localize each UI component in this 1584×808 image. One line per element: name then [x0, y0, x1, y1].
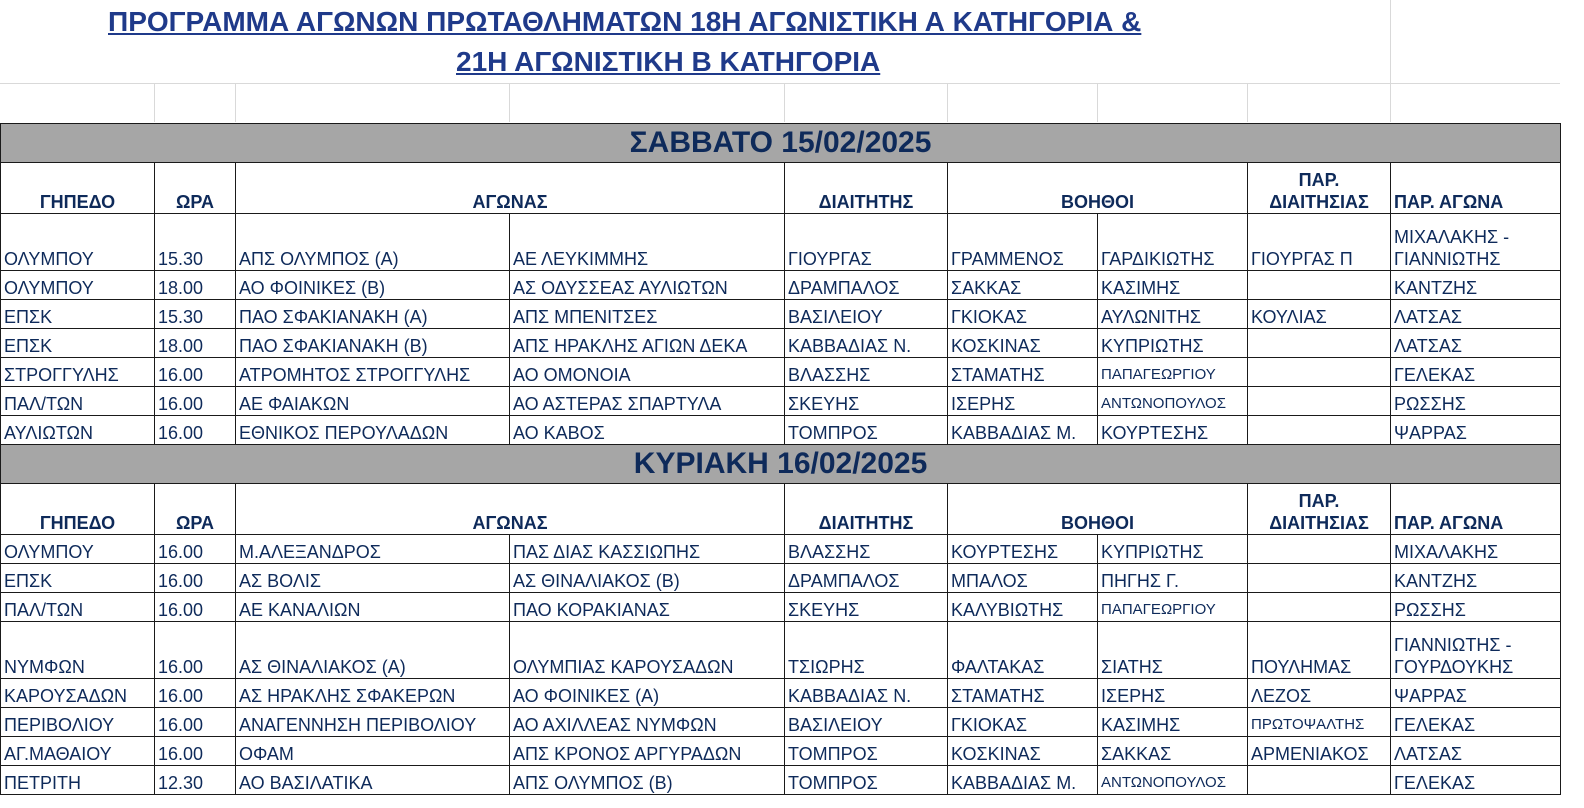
cell-match-observer: ΛΑΤΣΑΣ	[1391, 737, 1561, 766]
table-row	[1, 737, 1561, 766]
cell-assistant-1: ΚΑΒΒΑΔΙΑΣ Μ.	[948, 416, 1098, 445]
schedule-table	[0, 123, 1561, 795]
header-match-observer: ΠΑΡ. ΑΓΩΝΑ	[1391, 163, 1561, 214]
cell-home-team: ΠΑΟ ΣΦΑΚΙΑΝΑΚΗ (Α)	[236, 300, 510, 329]
cell-ref-observer	[1248, 593, 1391, 622]
cell-home-team: Μ.ΑΛΕΞΑΝΔΡΟΣ	[236, 535, 510, 564]
cell-home-team: ΑΠΣ ΟΛΥΜΠΟΣ (Α)	[236, 214, 510, 271]
page-title-line1	[108, 6, 1241, 38]
header-ref-observer-line2: ΔΙΑΙΤΗΣΙΑΣ	[1269, 192, 1369, 212]
header-ref-observer-line1: ΠΑΡ.	[1298, 491, 1340, 511]
cell-time: 16.00	[155, 593, 236, 622]
cell-stadium: ΠΑΛ/ΤΩΝ	[1, 593, 155, 622]
day-label: ΚΥΡΙΑΚΗ 16/02/2025	[1, 445, 1561, 484]
gridline	[947, 84, 948, 122]
cell-away-team: ΠΑΟ ΚΟΡΑΚΙΑΝΑΣ	[510, 593, 785, 622]
cell-assistant-1: ΓΚΙΟΚΑΣ	[948, 300, 1098, 329]
page-title-line2: 21Η ΑΓΩΝΙΣΤΙΚΗ Β ΚΑΤΗΓΟΡΙΑ	[456, 46, 881, 77]
cell-match-observer: ΓΙΑΝΝΙΩΤΗΣ - ΓΟΥΡΔΟΥΚΗΣ	[1391, 622, 1561, 679]
cell-assistant-1: ΚΟΥΡΤΕΣΗΣ	[948, 535, 1098, 564]
cell-assistant-1: ΦΑΛΤΑΚΑΣ	[948, 622, 1098, 679]
cell-away-team: ΟΛΥΜΠΙΑΣ ΚΑΡΟΥΣΑΔΩΝ	[510, 622, 785, 679]
header-assistants: ΒΟΗΘΟΙ	[948, 163, 1248, 214]
cell-match-observer: ΛΑΤΣΑΣ	[1391, 329, 1561, 358]
header-time: ΩΡΑ	[155, 484, 236, 535]
cell-referee: ΤΟΜΠΡΟΣ	[785, 766, 948, 795]
cell-away-team: ΑΟ ΚΑΒΟΣ	[510, 416, 785, 445]
cell-ref-observer	[1248, 766, 1391, 795]
table-row	[1, 329, 1561, 358]
header-match-observer: ΠΑΡ. ΑΓΩΝΑ	[1391, 484, 1561, 535]
cell-assistant-1: ΚΟΣΚΙΝΑΣ	[948, 329, 1098, 358]
cell-match-observer: ΓΕΛΕΚΑΣ	[1391, 766, 1561, 795]
cell-time: 16.00	[155, 564, 236, 593]
cell-away-team: ΑΠΣ ΟΛΥΜΠΟΣ (Β)	[510, 766, 785, 795]
cell-ref-observer	[1248, 535, 1391, 564]
cell-ref-observer: ΛΕΖΟΣ	[1248, 679, 1391, 708]
cell-assistant-1: ΣΤΑΜΑΤΗΣ	[948, 358, 1098, 387]
table-row	[1, 564, 1561, 593]
cell-assistant-1: ΓΚΙΟΚΑΣ	[948, 708, 1098, 737]
header-referee: ΔΙΑΙΤΗΤΗΣ	[785, 484, 948, 535]
cell-away-team: ΑΟ ΟΜΟΝΟΙΑ	[510, 358, 785, 387]
cell-time: 16.00	[155, 622, 236, 679]
cell-away-team: ΑΣ ΟΔΥΣΣΕΑΣ ΑΥΛΙΩΤΩΝ	[510, 271, 785, 300]
table-row	[1, 387, 1561, 416]
cell-match-observer: ΡΩΣΣΗΣ	[1391, 593, 1561, 622]
cell-match-observer: ΨΑΡΡΑΣ	[1391, 679, 1561, 708]
gridline	[1390, 0, 1391, 122]
table-row	[1, 593, 1561, 622]
cell-stadium: ΑΓ.ΜΑΘΑΙΟΥ	[1, 737, 155, 766]
header-stadium: ΓΗΠΕΔΟ	[1, 163, 155, 214]
cell-away-team: ΑΠΣ ΗΡΑΚΛΗΣ ΑΓΙΩΝ ΔΕΚΑ	[510, 329, 785, 358]
cell-away-team: ΑΠΣ ΜΠΕΝΙΤΣΕΣ	[510, 300, 785, 329]
cell-match-observer: ΚΑΝΤΖΗΣ	[1391, 271, 1561, 300]
cell-stadium: ΝΥΜΦΩΝ	[1, 622, 155, 679]
cell-time: 18.00	[155, 271, 236, 300]
cell-stadium: ΚΑΡΟΥΣΑΔΩΝ	[1, 679, 155, 708]
cell-home-team: ΑΣ ΗΡΑΚΛΗΣ ΣΦΑΚΕΡΩΝ	[236, 679, 510, 708]
cell-ref-observer	[1248, 329, 1391, 358]
gridline	[154, 84, 155, 122]
cell-assistant-1: ΙΣΕΡΗΣ	[948, 387, 1098, 416]
cell-assistant-2: ΠΑΠΑΓΕΩΡΓΙΟΥ	[1098, 593, 1248, 622]
cell-referee: ΤΟΜΠΡΟΣ	[785, 737, 948, 766]
cell-away-team: ΑΟ ΑΣΤΕΡΑΣ ΣΠΑΡΤΥΛΑ	[510, 387, 785, 416]
cell-time: 16.00	[155, 416, 236, 445]
header-row	[1, 484, 1561, 535]
cell-time: 16.00	[155, 679, 236, 708]
cell-match-observer: ΓΕΛΕΚΑΣ	[1391, 358, 1561, 387]
cell-match-observer: ΜΙΧΑΛΑΚΗΣ - ΓΙΑΝΝΙΩΤΗΣ	[1391, 214, 1561, 271]
cell-away-team: ΠΑΣ ΔΙΑΣ ΚΑΣΣΙΩΠΗΣ	[510, 535, 785, 564]
table-row	[1, 300, 1561, 329]
cell-referee: ΚΑΒΒΑΔΙΑΣ Ν.	[785, 679, 948, 708]
cell-time: 16.00	[155, 737, 236, 766]
table-row	[1, 708, 1561, 737]
cell-assistant-1: ΣΑΚΚΑΣ	[948, 271, 1098, 300]
gridline	[1247, 84, 1248, 122]
table-row	[1, 271, 1561, 300]
header-row	[1, 163, 1561, 214]
cell-assistant-2: ΑΥΛΩΝΙΤΗΣ	[1098, 300, 1248, 329]
table-row	[1, 214, 1561, 271]
cell-assistant-2: ΚΥΠΡΙΩΤΗΣ	[1098, 535, 1248, 564]
cell-assistant-2: ΠΑΠΑΓΕΩΡΓΙΟΥ	[1098, 358, 1248, 387]
cell-time: 16.00	[155, 358, 236, 387]
day-label: ΣΑΒΒΑΤΟ 15/02/2025	[1, 124, 1561, 163]
cell-home-team: ΑΟ ΒΑΣΙΛΑΤΙΚΑ	[236, 766, 510, 795]
cell-referee: ΔΡΑΜΠΑΛΟΣ	[785, 271, 948, 300]
header-ref-observer-line2: ΔΙΑΙΤΗΣΙΑΣ	[1269, 513, 1369, 533]
day-row	[1, 445, 1561, 484]
header-assistants: ΒΟΗΘΟΙ	[948, 484, 1248, 535]
cell-match-observer: ΚΑΝΤΖΗΣ	[1391, 564, 1561, 593]
cell-home-team: ΠΑΟ ΣΦΑΚΙΑΝΑΚΗ (Β)	[236, 329, 510, 358]
cell-away-team: ΑΠΣ ΚΡΟΝΟΣ ΑΡΓΥΡΑΔΩΝ	[510, 737, 785, 766]
cell-stadium: ΟΛΥΜΠΟΥ	[1, 214, 155, 271]
cell-stadium: ΟΛΥΜΠΟΥ	[1, 271, 155, 300]
cell-assistant-2: ΚΟΥΡΤΕΣΗΣ	[1098, 416, 1248, 445]
cell-assistant-1: ΜΠΑΛΟΣ	[948, 564, 1098, 593]
cell-time: 12.30	[155, 766, 236, 795]
day-row	[1, 124, 1561, 163]
cell-assistant-1: ΓΡΑΜΜΕΝΟΣ	[948, 214, 1098, 271]
cell-home-team: ΟΦΑΜ	[236, 737, 510, 766]
cell-stadium: ΕΠΣΚ	[1, 300, 155, 329]
table-row	[1, 358, 1561, 387]
cell-home-team: ΑΕ ΦΑΙΑΚΩΝ	[236, 387, 510, 416]
cell-ref-observer: ΠΡΩΤΟΨΑΛΤΗΣ	[1248, 708, 1391, 737]
cell-stadium: ΠΕΤΡΙΤΗ	[1, 766, 155, 795]
cell-referee: ΔΡΑΜΠΑΛΟΣ	[785, 564, 948, 593]
cell-assistant-2: ΣΑΚΚΑΣ	[1098, 737, 1248, 766]
cell-assistant-2: ΑΝΤΩΝΟΠΟΥΛΟΣ	[1098, 766, 1248, 795]
cell-referee: ΣΚΕΥΗΣ	[785, 593, 948, 622]
cell-ref-observer	[1248, 387, 1391, 416]
cell-ref-observer: ΑΡΜΕΝΙΑΚΟΣ	[1248, 737, 1391, 766]
header-match: ΑΓΩΝΑΣ	[236, 163, 785, 214]
cell-ref-observer	[1248, 416, 1391, 445]
cell-referee: ΒΑΣΙΛΕΙΟΥ	[785, 300, 948, 329]
cell-home-team: ΑΝΑΓΕΝΝΗΣΗ ΠΕΡΙΒΟΛΙΟΥ	[236, 708, 510, 737]
header-ref-observer-line1: ΠΑΡ.	[1298, 170, 1340, 190]
cell-home-team: ΑΣ ΒΟΛΙΣ	[236, 564, 510, 593]
cell-time: 16.00	[155, 535, 236, 564]
cell-referee: ΓΙΟΥΡΓΑΣ	[785, 214, 948, 271]
cell-away-team: ΑΕ ΛΕΥΚΙΜΜΗΣ	[510, 214, 785, 271]
cell-assistant-2: ΚΑΣΙΜΗΣ	[1098, 708, 1248, 737]
cell-time: 15.30	[155, 300, 236, 329]
cell-stadium: ΕΠΣΚ	[1, 329, 155, 358]
table-row	[1, 416, 1561, 445]
cell-assistant-2: ΣΙΑΤΗΣ	[1098, 622, 1248, 679]
cell-assistant-2: ΓΑΡΔΙΚΙΩΤΗΣ	[1098, 214, 1248, 271]
cell-referee: ΤΟΜΠΡΟΣ	[785, 416, 948, 445]
cell-match-observer: ΜΙΧΑΛΑΚΗΣ	[1391, 535, 1561, 564]
cell-home-team: ΑΤΡΟΜΗΤΟΣ ΣΤΡΟΓΓΥΛΗΣ	[236, 358, 510, 387]
table-row	[1, 679, 1561, 708]
table-row	[1, 766, 1561, 795]
cell-time: 18.00	[155, 329, 236, 358]
cell-ref-observer	[1248, 564, 1391, 593]
cell-assistant-1: ΚΑΒΒΑΔΙΑΣ Μ.	[948, 766, 1098, 795]
cell-stadium: ΠΕΡΙΒΟΛΙΟΥ	[1, 708, 155, 737]
cell-stadium: ΠΑΛ/ΤΩΝ	[1, 387, 155, 416]
cell-referee: ΣΚΕΥΗΣ	[785, 387, 948, 416]
gridline	[0, 83, 1560, 84]
cell-match-observer: ΓΕΛΕΚΑΣ	[1391, 708, 1561, 737]
cell-referee: ΚΑΒΒΑΔΙΑΣ Ν.	[785, 329, 948, 358]
cell-away-team: ΑΟ ΦΟΙΝΙΚΕΣ (Α)	[510, 679, 785, 708]
cell-match-observer: ΛΑΤΣΑΣ	[1391, 300, 1561, 329]
cell-time: 16.00	[155, 708, 236, 737]
cell-assistant-2: ΑΝΤΩΝΟΠΟΥΛΟΣ	[1098, 387, 1248, 416]
cell-away-team: ΑΣ ΘΙΝΑΛΙΑΚΟΣ (Β)	[510, 564, 785, 593]
cell-assistant-1: ΚΟΣΚΙΝΑΣ	[948, 737, 1098, 766]
cell-referee: ΤΣΙΩΡΗΣ	[785, 622, 948, 679]
cell-assistant-2: ΙΣΕΡΗΣ	[1098, 679, 1248, 708]
cell-assistant-2: ΚΥΠΡΙΩΤΗΣ	[1098, 329, 1248, 358]
header-referee: ΔΙΑΙΤΗΤΗΣ	[785, 163, 948, 214]
table-row	[1, 622, 1561, 679]
cell-referee: ΒΛΑΣΣΗΣ	[785, 535, 948, 564]
cell-stadium: ΣΤΡΟΓΓΥΛΗΣ	[1, 358, 155, 387]
cell-referee: ΒΑΣΙΛΕΙΟΥ	[785, 708, 948, 737]
cell-stadium: ΑΥΛΙΩΤΩΝ	[1, 416, 155, 445]
gridline	[509, 84, 510, 122]
cell-assistant-2: ΚΑΣΙΜΗΣ	[1098, 271, 1248, 300]
cell-ref-observer: ΓΙΟΥΡΓΑΣ Π	[1248, 214, 1391, 271]
cell-ref-observer	[1248, 358, 1391, 387]
cell-time: 16.00	[155, 387, 236, 416]
cell-home-team: ΑΟ ΦΟΙΝΙΚΕΣ (Β)	[236, 271, 510, 300]
cell-referee: ΒΛΑΣΣΗΣ	[785, 358, 948, 387]
cell-time: 15.30	[155, 214, 236, 271]
cell-ref-observer	[1248, 271, 1391, 300]
title-line1-text: ΠΡΟΓΡΑΜΜΑ ΑΓΩΝΩΝ ΠΡΩΤΑΘΛΗΜΑΤΩΝ 18Η ΑΓΩΝΙΣΤΙΚΗ Α ΚΑΤΗΓΟΡΙΑ &	[108, 6, 1142, 37]
cell-home-team: ΕΘΝΙΚΟΣ ΠΕΡΟΥΛΑΔΩΝ	[236, 416, 510, 445]
cell-home-team: ΑΕ ΚΑΝΑΛΙΩΝ	[236, 593, 510, 622]
cell-assistant-1: ΚΑΛΥΒΙΩΤΗΣ	[948, 593, 1098, 622]
cell-assistant-2: ΠΗΓΗΣ Γ.	[1098, 564, 1248, 593]
gridline	[784, 84, 785, 122]
gridline	[1097, 84, 1098, 122]
table-row	[1, 535, 1561, 564]
cell-stadium: ΟΛΥΜΠΟΥ	[1, 535, 155, 564]
cell-ref-observer: ΚΟΥΛΙΑΣ	[1248, 300, 1391, 329]
header-stadium: ΓΗΠΕΔΟ	[1, 484, 155, 535]
header-ref-observer	[1248, 484, 1391, 535]
cell-match-observer: ΨΑΡΡΑΣ	[1391, 416, 1561, 445]
cell-ref-observer: ΠΟΥΛΗΜΑΣ	[1248, 622, 1391, 679]
cell-stadium: ΕΠΣΚ	[1, 564, 155, 593]
header-match: ΑΓΩΝΑΣ	[236, 484, 785, 535]
cell-home-team: ΑΣ ΘΙΝΑΛΙΑΚΟΣ (Α)	[236, 622, 510, 679]
header-time: ΩΡΑ	[155, 163, 236, 214]
header-ref-observer	[1248, 163, 1391, 214]
cell-away-team: ΑΟ ΑΧΙΛΛΕΑΣ ΝΥΜΦΩΝ	[510, 708, 785, 737]
cell-match-observer: ΡΩΣΣΗΣ	[1391, 387, 1561, 416]
gridline	[235, 84, 236, 122]
cell-assistant-1: ΣΤΑΜΑΤΗΣ	[948, 679, 1098, 708]
